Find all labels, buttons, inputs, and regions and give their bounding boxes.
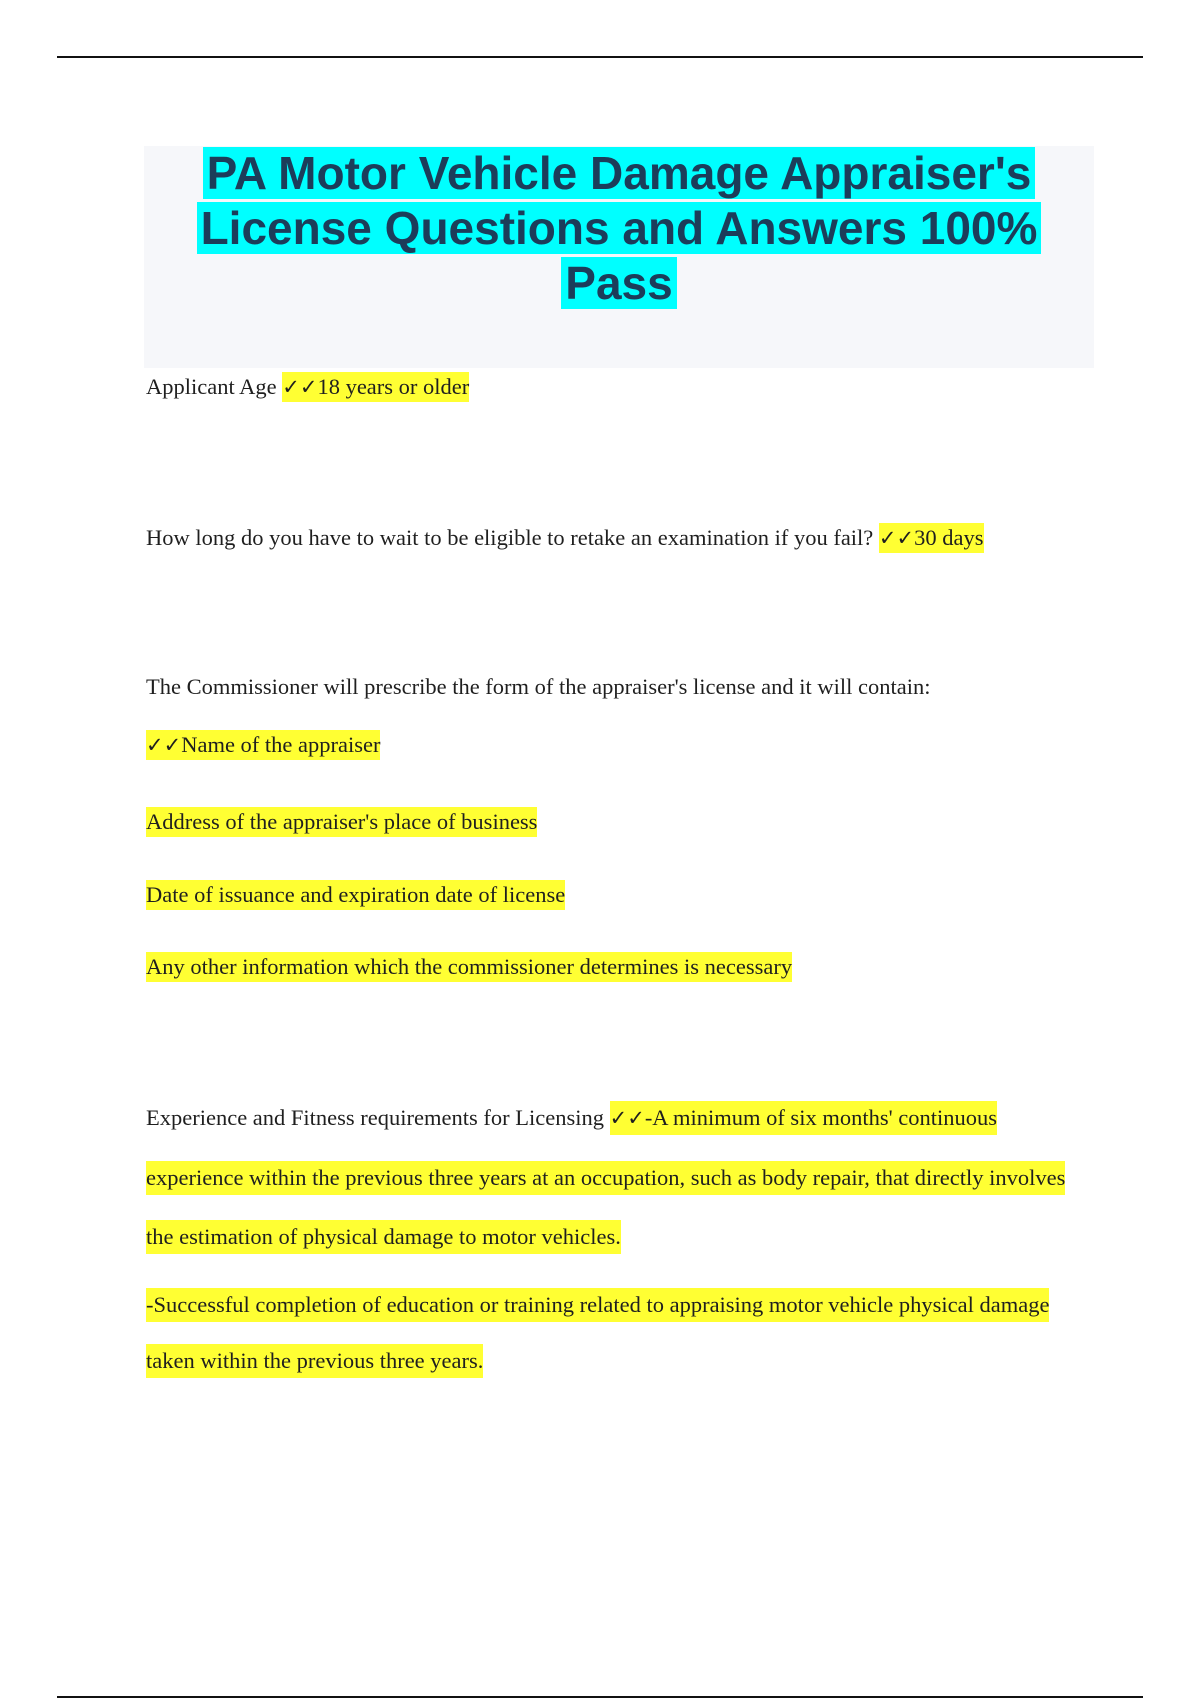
answer-text: -A minimum of six months' continuous experience within the previous three years at an occupation, such as body repair, that directly involves the estimation of physical damage to motor vehicles. (146, 1105, 1066, 1249)
qa-item-applicant-age (146, 372, 469, 402)
question-text: Experience and Fitness requirements for Licensing (146, 1105, 604, 1130)
answer-text: Any other information which the commissioner determines is necessary (146, 952, 792, 982)
answer-highlight (282, 372, 469, 402)
answer-text: Name of the appraiser (181, 732, 381, 757)
qa-item-retake-wait (146, 523, 984, 553)
bottom-rule (57, 1696, 1143, 1698)
question-text: How long do you have to wait to be eligible to retake an examination if you fail? (146, 525, 874, 550)
answer-text: 30 days (914, 525, 984, 550)
top-rule (57, 56, 1143, 58)
double-check-icon: ✓✓ (609, 1106, 645, 1130)
double-check-icon: ✓✓ (282, 375, 318, 399)
qa-item-experience-requirements (146, 1088, 1086, 1266)
title-text: PA Motor Vehicle Damage Appraiser's License Questions and Answers 100% Pass (197, 147, 1042, 309)
answer-line (146, 952, 792, 982)
answer-text: Date of issuance and expiration date of license (146, 880, 565, 910)
answer-line (146, 880, 565, 910)
answer-text: -Successful completion of education or training related to appraising motor vehicle physical damage taken within the previous three years. (146, 1288, 1049, 1378)
answer-highlight (146, 730, 380, 760)
qa-item-education-requirement (146, 1277, 1086, 1389)
answer-line (146, 807, 537, 837)
title-box (144, 146, 1094, 368)
document-title (144, 146, 1094, 311)
answer-highlight (879, 523, 984, 553)
double-check-icon: ✓✓ (146, 733, 182, 757)
double-check-icon: ✓✓ (878, 526, 915, 550)
answer-text: 18 years or older (317, 374, 470, 399)
qa-item-license-contents-question: The Commissioner will prescribe the form of the appraiser's license and it will contain: (146, 674, 931, 699)
answer-text: Address of the appraiser's place of business (146, 807, 537, 837)
question-text: Applicant Age (146, 374, 277, 399)
answer-line (146, 730, 380, 760)
